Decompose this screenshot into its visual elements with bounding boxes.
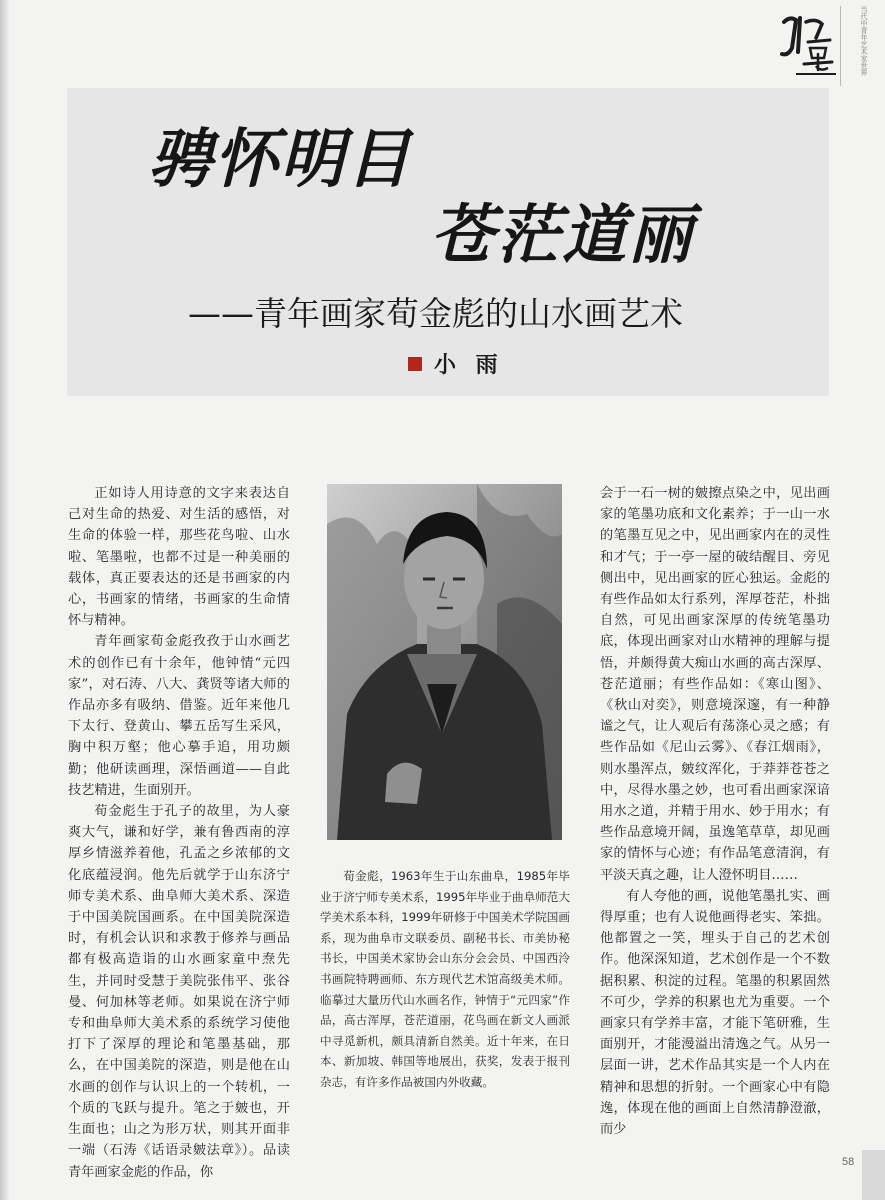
author-byline xyxy=(408,348,504,379)
corner-series-label: 当代中青年艺术家世界 xyxy=(840,6,868,86)
article-subtitle: ——青年画家荀金彪的山水画艺术 xyxy=(188,294,683,333)
photo-caption xyxy=(320,866,570,1093)
body-column-left xyxy=(68,483,290,1183)
body-column-right xyxy=(600,483,830,1140)
page-edge-band xyxy=(862,1150,885,1200)
page-number: 58 xyxy=(842,1156,855,1168)
paragraph: 荀金彪生于孔子的故里，为人豪爽大气，谦和好学，兼有鲁西南的淳厚乡情滋养着他，孔孟之乡浓郁的文化底蕴浸润。他先后就学于山东济宁师专美术系、曲阜师大美术系、深造于中国美院国画系。在中国美院深造时，有机会认识和求教于修养与画品都有极高造诣的山水画家童中焘先生，并同时受慧于美院张伟平、张谷曼、何加林等老师。如果说在济宁师专和曲阜师大美术系的系统学习使他打下了深厚的理论和笔墨基础，那么，在中国美院的深造，则是他在山水画的创作与认识上的一个转机，一个质的飞跃与提升。笔之于皴也，开生面也；山之为形万状，则其开面非一端（石涛《话语录皴法章》）。品读青年画家金彪的作品，你 xyxy=(68,804,290,1180)
title-line-2: 苍茫道丽 xyxy=(430,199,694,273)
red-square-icon xyxy=(408,357,422,371)
paragraph: 正如诗人用诗意的文字来表达自己对生命的热爱、对生活的感悟，对生命的体验一样，那些花鸟啦、山水啦、笔墨啦，也都不过是一种美丽的载体，真正要表达的还是书画家的内心，书画家的情绪，书画家的生命情怀与精神。 xyxy=(68,486,290,629)
caption-text: 荀金彪，1963年生于山东曲阜，1985年毕业于济宁师专美术系，1995年毕业于曲阜师范大学美术系本科，1999年研修于中国美术学院国画系，现为曲阜市文联委员、副秘书长、市美协秘书长，中国美术家协会山东分会会员、中国西泠书画院特聘画师、东方现代艺术馆高级美术师。临摹过大量历代山水画名作，钟情于“元四家”作品，高古浑厚，苍茫道丽，花鸟画在新文人画派中寻觅新机，颇具清新自然美。近十年来，在日本、新加坡、韩国等地展出，获奖，发表于报刊杂志，有许多作品被国内外收藏。 xyxy=(320,869,570,1089)
calligraphy-logo xyxy=(776,8,840,80)
author-name: 小 雨 xyxy=(434,353,504,378)
paragraph: 青年画家荀金彪孜孜于山水画艺术的创作已有十余年，他钟情“元四家”，对石涛、八大、龚贤等诸大师的作品亦多有吸纳、借鉴。近年来他几下太行、登黄山、攀五岳写生采风，胸中积万壑；他心摹手追，用功颇勤；他研读画理，深悟画道——自此技艺精进，生面别开。 xyxy=(68,634,290,798)
title-line-1: 骋怀明目 xyxy=(148,123,412,197)
paragraph: 有人夸他的画，说他笔墨扎实、画得厚重；也有人说他画得老实、笨拙。他都置之一笑，埋头于自己的艺术创作。他深深知道，艺术创作是一个不数据积累、积淀的过程。笔墨的积累固然不可少，学养的积累也尤为重要。一个画家只有学养丰富，才能下笔研雅，生面别开，才能漫溢出清逸之气。从另一层面一讲，艺术作品其实是一个人内在精神和思想的折射。一个画家心中有隐逸，体现在他的画面上自然清静澄澈，而少 xyxy=(600,888,830,1138)
page-gutter-shadow xyxy=(0,0,10,1200)
paragraph: 会于一石一树的皴擦点染之中，见出画家的笔墨功底和文化素养；于一山一水的笔墨互见之中，见出画家内在的灵性和才气；于一亭一屋的破结醒目、旁见侧出中，见出画家的匠心独运。金彪的有些作品如太行系列，浑厚苍茫，朴拙自然，可见出画家深厚的传统笔墨功底，体现出画家对山水精神的理解与提悟，并颇得黄大痴山水画的高古深厚、苍茫道丽；有些作品如：《寒山图》、《秋山对奕》，则意境深邃，有一种静谧之气，让人观后有荡涤心灵之感；有些作品如《尼山云雾》、《春江烟雨》，则水墨浑点，皴纹浑化，于莽莽苍苍之中，尽得水墨之妙，也可看出画家深谙用水之道，并精于用水、妙于用水；有些作品意境开阔，虽逸笔草草，却见画家的情怀与心迹；有作品笔意清润，有平淡天真之趣，让人澄怀明目…… xyxy=(600,486,830,883)
portrait-photo xyxy=(327,484,562,840)
